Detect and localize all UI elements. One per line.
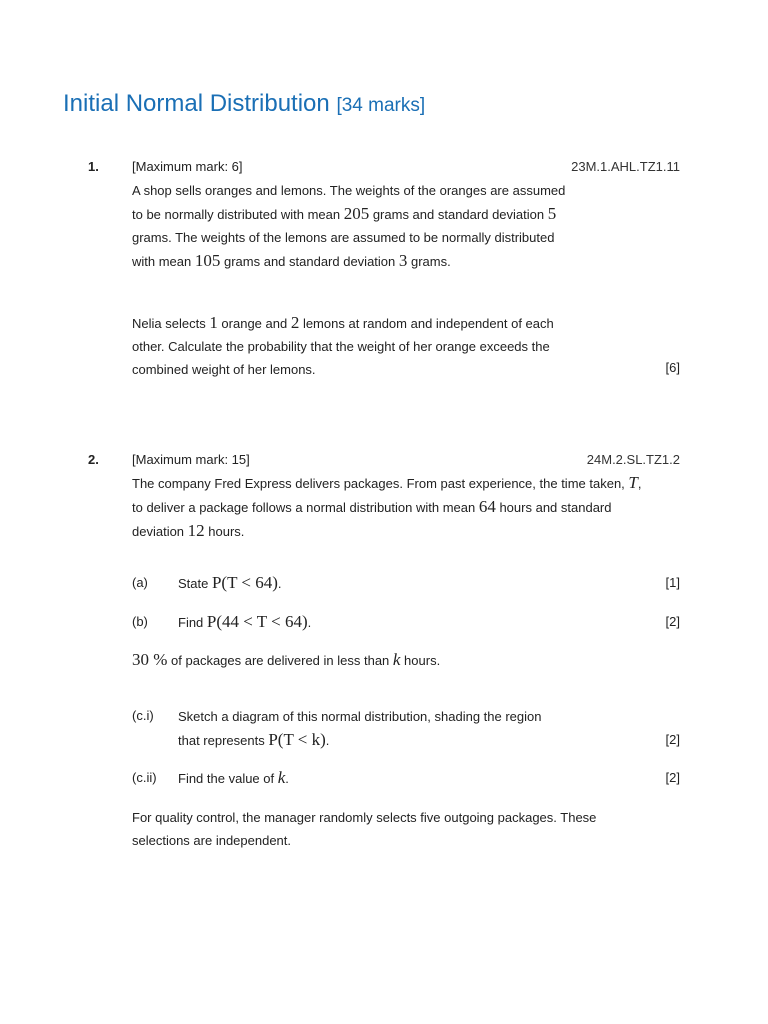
section-title — [63, 90, 425, 118]
question-2-max-mark: [Maximum mark: 15] — [132, 452, 250, 467]
question-1-paragraph-2 — [132, 311, 572, 381]
question-2-closing: For quality control, the manager randomly selects five outgoing packages. These selections are independent. — [132, 810, 597, 848]
math-variable-k: k — [392, 650, 401, 669]
part-b-mark: [2] — [665, 614, 680, 629]
text-run: Sketch a diagram of this normal distribution, shading the region that represents — [178, 709, 542, 748]
math-sd-orange: 5 — [547, 204, 557, 223]
part-b-text — [178, 610, 311, 634]
math-orange-count: 1 — [209, 313, 218, 332]
text-run: hours and standard deviation — [132, 500, 612, 539]
text-run: Nelia selects — [132, 316, 210, 331]
question-1-mark: [6] — [665, 360, 680, 375]
math-expression: P(44 < T < 64) — [206, 612, 308, 631]
part-ci-mark: [2] — [665, 732, 680, 747]
text-run: . — [307, 615, 312, 630]
question-2-number: 2. — [88, 452, 99, 467]
part-a-label: (a) — [132, 575, 148, 590]
math-mean: 64 — [478, 497, 496, 516]
text-run: The company Fred Express delivers packages. From past experience, the time taken, — [132, 476, 629, 491]
question-2-statement — [132, 650, 440, 670]
part-cii-text — [178, 766, 289, 790]
question-1-max-mark: [Maximum mark: 6] — [132, 159, 243, 174]
part-ci-text — [178, 705, 548, 752]
math-sd-lemon: 3 — [398, 251, 408, 270]
part-cii-label: (c.ii) — [132, 770, 157, 785]
math-lemon-count: 2 — [290, 313, 300, 332]
text-run: State — [178, 576, 212, 591]
text-run: . — [325, 733, 330, 748]
text-run: orange and — [217, 316, 291, 331]
text-run: lemons at random and independent of each other. Calculate the probability that the weight of her orange exceeds the combined weight of her lemons. — [132, 316, 554, 377]
math-mean-lemon: 105 — [194, 251, 221, 270]
question-2-reference: 24M.2.SL.TZ1.2 — [586, 452, 680, 467]
math-variable-k: k — [277, 768, 286, 787]
text-run: . — [277, 576, 282, 591]
math-variable-t: T — [628, 473, 638, 492]
question-1-number: 1. — [88, 159, 99, 174]
section-title-text: Initial Normal Distribution — [63, 90, 330, 117]
text-run: grams and standard deviation — [220, 254, 399, 269]
question-2-intro — [132, 471, 642, 543]
text-run: hours. — [400, 653, 441, 668]
text-run: grams and standard deviation — [369, 207, 548, 222]
question-1-paragraph-1 — [132, 179, 572, 273]
part-cii-mark: [2] — [665, 770, 680, 785]
part-ci-label: (c.i) — [132, 708, 154, 723]
text-run: of packages are delivered in less than — [167, 653, 393, 668]
text-run: A shop sells oranges and lemons. The weights of the oranges are assumed to be normally distributed with mean — [132, 183, 566, 222]
math-percentage: 30 % — [132, 650, 168, 669]
part-a-mark: [1] — [665, 575, 680, 590]
question-1-reference: 23M.1.AHL.TZ1.11 — [571, 159, 680, 174]
math-expression: P(T < 64) — [211, 573, 278, 592]
part-a-text — [178, 571, 282, 595]
section-marks: [34 marks] — [336, 95, 426, 116]
math-sd: 12 — [187, 521, 205, 540]
text-run: grams. — [407, 254, 451, 269]
math-mean-orange: 205 — [343, 204, 370, 223]
part-b-label: (b) — [132, 614, 148, 629]
text-run: . — [285, 771, 289, 786]
text-run: hours. — [204, 524, 245, 539]
text-run: Find the value of — [178, 771, 278, 786]
text-run: , to deliver a package follows a normal distribution with mean — [132, 476, 642, 515]
text-run: grams. The weights of the lemons are assumed to be normally distributed with mean — [132, 230, 555, 269]
text-run: Find — [178, 615, 207, 630]
math-expression: P(T < k) — [268, 730, 326, 749]
